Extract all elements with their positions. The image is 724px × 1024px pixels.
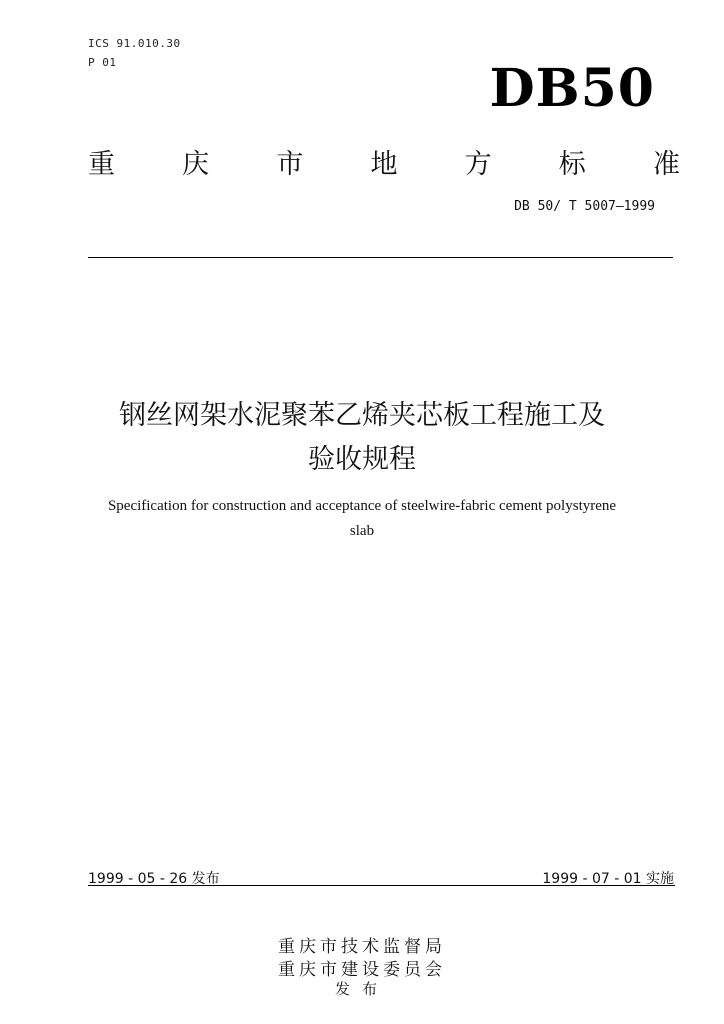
publish-label: 发布: [334, 980, 389, 998]
title-english-line-2: slab: [349, 523, 375, 539]
implementation-date: 1999 - 07 - 01 实施: [542, 871, 674, 887]
standard-logo: DB50: [489, 58, 655, 119]
category-char: 市: [276, 149, 304, 180]
category-char: 标: [558, 149, 586, 180]
category-char: 地: [370, 149, 398, 180]
standard-category: [88, 142, 680, 181]
standard-number: DB 50/ T 5007—1999: [514, 199, 655, 214]
category-char: 庆: [182, 149, 210, 180]
title-chinese-line-1: 钢丝网架水泥聚苯乙烯夹芯板工程施工及: [119, 400, 605, 431]
footer-divider: [88, 885, 675, 886]
p-code: P 01: [88, 56, 117, 69]
title-english-line-1: Specification for construction and acceptance of steelwire-fabric cement polystyrene: [107, 498, 617, 514]
category-char: 重: [88, 149, 115, 180]
category-char: 准: [652, 149, 680, 180]
issue-date: 1999 - 05 - 26 发布: [88, 871, 220, 887]
category-char: 方: [464, 149, 492, 180]
ics-code: ICS 91.010.30: [88, 37, 181, 50]
header-divider: [88, 257, 673, 258]
issuer-1: 重庆市技术监督局: [278, 937, 446, 957]
title-chinese-line-2: 验收规程: [308, 444, 416, 475]
issuer-2: 重庆市建设委员会: [278, 960, 446, 980]
